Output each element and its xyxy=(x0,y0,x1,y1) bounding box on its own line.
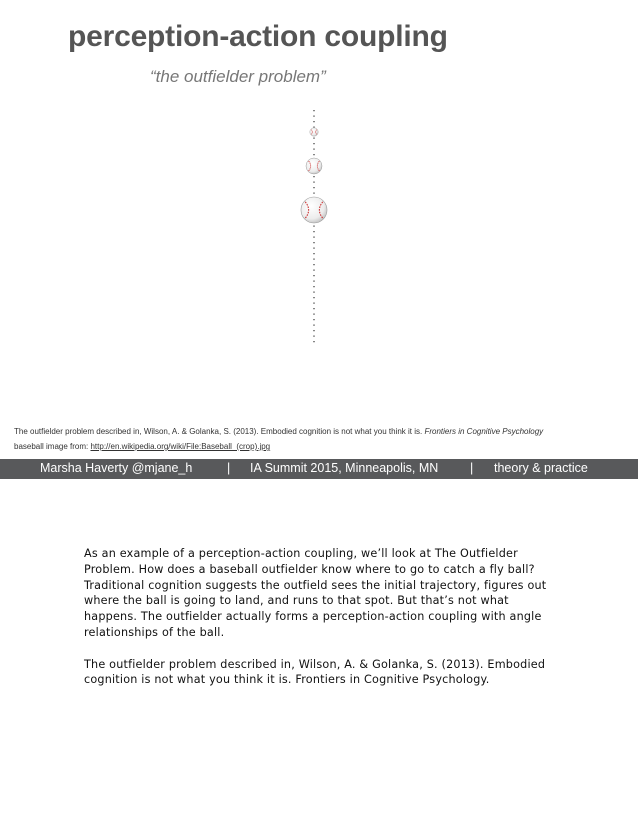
image-credit-prefix: baseball image from: xyxy=(14,442,91,451)
baseball-icon xyxy=(306,158,322,174)
baseball-icon xyxy=(310,128,318,136)
footer-bar xyxy=(0,459,638,479)
slide-title: perception-action coupling xyxy=(68,20,448,53)
slide-subtitle: “the outfielder problem” xyxy=(150,67,326,86)
footer-separator: | xyxy=(470,461,474,475)
footer-event: IA Summit 2015, Minneapolis, MN xyxy=(250,461,439,475)
footer-separator: | xyxy=(227,461,231,475)
footer-topic: theory & practice xyxy=(494,461,588,475)
citation-journal: Frontiers in Cognitive Psychology xyxy=(424,427,544,436)
notes-paragraph: The outfielder problem described in, Wilson, A. & Golanka, S. (2013). Embodied cognition is not what you think it is. Frontiers in Cognitive Psychology. xyxy=(84,657,546,687)
speaker-notes xyxy=(84,546,564,704)
footer-author: Marsha Haverty @mjane_h xyxy=(40,461,193,475)
slide-citation xyxy=(14,427,543,436)
image-credit xyxy=(14,442,270,451)
citation-text: The outfielder problem described in, Wilson, A. & Golanka, S. (2013). Embodied cognition is not what you think it is. xyxy=(14,427,425,436)
baseball-icon xyxy=(301,197,327,223)
trajectory-figure xyxy=(290,108,340,353)
baseball-trajectory-diagram xyxy=(290,108,340,348)
image-credit-link[interactable]: http://en.wikipedia.org/wiki/File:Baseball_(crop).jpg xyxy=(90,442,271,451)
notes-paragraph: As an example of a perception-action coupling, we’ll look at The Outfielder Problem. How does a baseball outfielder know where to go to catch a fly ball? Traditional cognition suggests the outfield sees the initial trajectory, figures out where the ball is going to land, and runs to that spot. But that’s not what happens. The outfielder actually forms a perception-action coupling with angle relationships of the ball. xyxy=(84,547,547,639)
